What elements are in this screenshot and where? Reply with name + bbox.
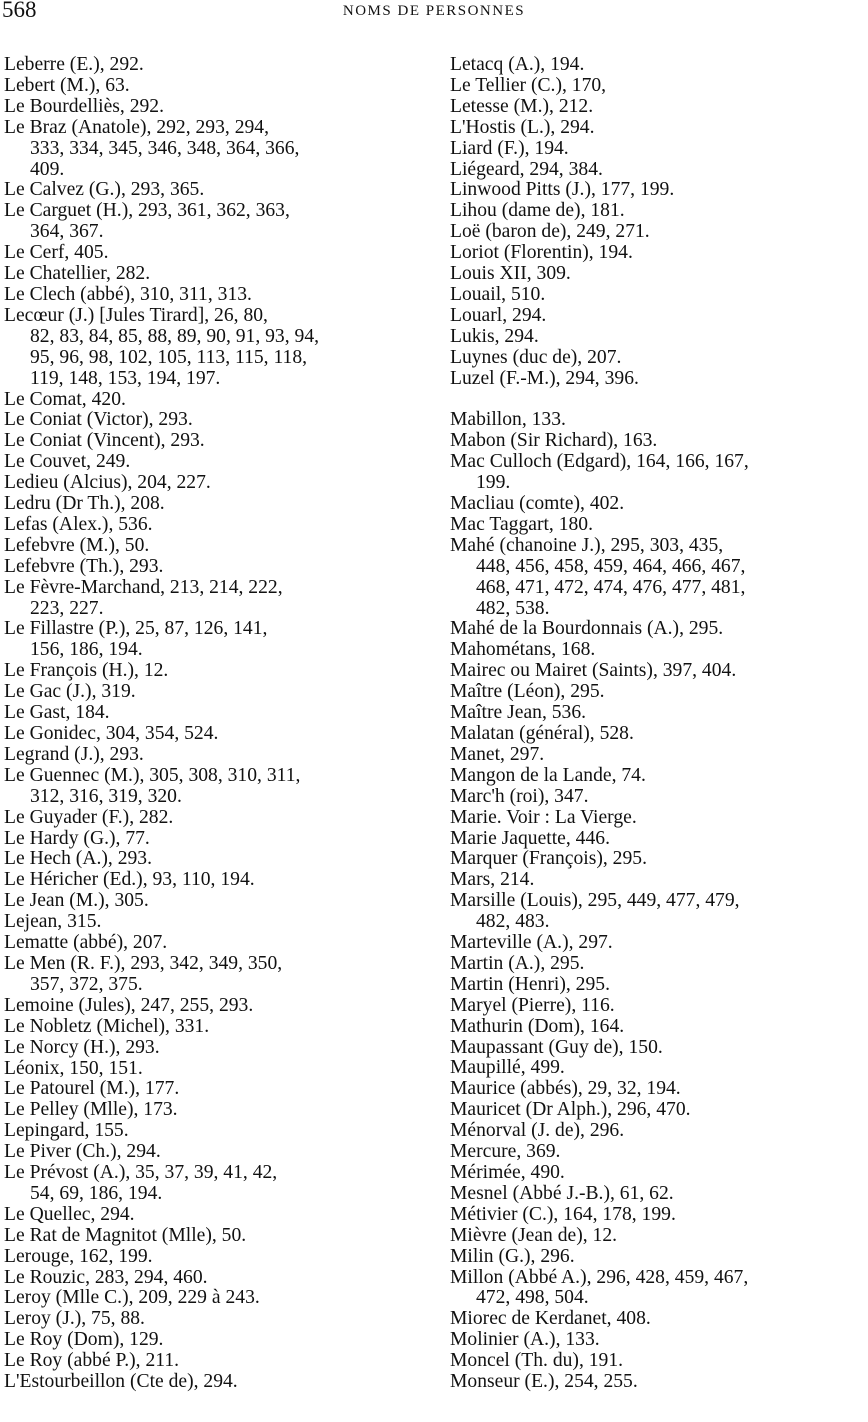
index-entry: Mathurin (Dom), 164. [450, 1015, 625, 1037]
index-entry: Lepingard, 155. [4, 1120, 129, 1142]
index-group-l [450, 55, 864, 390]
index-entry: Molinier (A.), 133. [450, 1329, 600, 1351]
index-entry: Le François (H.), 12. [4, 660, 169, 682]
index-entry: Maurice (abbés), 29, 32, 194. [450, 1078, 681, 1100]
index-entry: Ledieu (Alcius), 204, 227. [4, 472, 211, 494]
index-entry: Monseur (E.), 254, 255. [450, 1371, 638, 1393]
index-entry: Luzel (F.-M.), 294, 396. [450, 367, 639, 389]
index-entry: Malatan (général), 528. [450, 722, 634, 744]
index-entry: Lefas (Alex.), 536. [4, 513, 153, 535]
index-column-left [4, 55, 422, 1393]
index-entry: Maître Jean, 536. [450, 702, 587, 724]
index-entry: Le Bourdelliès, 292. [4, 95, 164, 117]
index-entry: Mabillon, 133. [450, 409, 566, 431]
index-entry: Le Héricher (Ed.), 93, 110, 194. [4, 869, 255, 891]
index-entry: Macliau (comte), 402. [450, 493, 625, 515]
index-entry: Leroy (J.), 75, 88. [4, 1308, 145, 1330]
index-entry: Louis XII, 309. [450, 263, 571, 285]
index-entry: Moncel (Th. du), 191. [450, 1350, 624, 1372]
index-entry: Marquer (François), 295. [450, 848, 647, 870]
index-entry: Le Comat, 420. [4, 388, 126, 410]
index-entry: Maupillé, 499. [450, 1057, 565, 1079]
index-entry: Luynes (duc de), 207. [450, 346, 622, 368]
index-entry: Legrand (J.), 293. [4, 743, 144, 765]
index-entry: Le Prévost (A.), 35, 37, 39, 41, 42, 54, 69, 186, 194. [4, 1162, 278, 1204]
index-entry: Maupassant (Guy de), 150. [450, 1036, 663, 1058]
index-entry: Lemoine (Jules), 247, 255, 293. [4, 994, 254, 1016]
index-entry: Le Coniat (Vincent), 293. [4, 430, 205, 452]
page-number: 568 [2, 0, 37, 22]
index-entry: Mahé de la Bourdonnais (A.), 295. [450, 618, 724, 640]
index-entry: Lecœur (J.) [Jules Tirard], 26, 80, 82, 83, 84, 85, 88, 89, 90, 91, 93, 94, 95, 96, 98, 102, 105, 113, 115, 118, 119, 148, 153, 194, 197. [4, 304, 320, 389]
group-separator [450, 390, 864, 411]
index-entry: Le Nobletz (Michel), 331. [4, 1015, 210, 1037]
index-entry: Loriot (Florentin), 194. [450, 242, 633, 264]
index-entry: Lukis, 294. [450, 325, 539, 347]
index-entry: Leberre (E.), 292. [4, 54, 144, 75]
index-entry: Le Guennec (M.), 305, 308, 310, 311, 312, 316, 319, 320. [4, 764, 301, 807]
index-entry: Maître (Léon), 295. [450, 681, 605, 703]
index-entry: Le Jean (M.), 305. [4, 890, 149, 912]
index-entry: Lebert (M.), 63. [4, 74, 130, 96]
index-column-right [450, 55, 864, 1393]
index-entry: Louarl, 294. [450, 304, 547, 326]
index-entry: Le Hardy (G.), 77. [4, 827, 150, 849]
index-entry: Le Chatellier, 282. [4, 263, 151, 285]
index-entry: Mercure, 369. [450, 1141, 561, 1163]
index-entry: Le Fillastre (P.), 25, 87, 126, 141, 156, 186, 194. [4, 618, 268, 661]
index-entry: Le Rouzic, 283, 294, 460. [4, 1266, 208, 1288]
index-entry: Mauricet (Dr Alph.), 296, 470. [450, 1099, 691, 1121]
index-entry: Le Patourel (M.), 177. [4, 1078, 180, 1100]
index-entry: Le Cerf, 405. [4, 242, 109, 264]
index-entry: Le Roy (Dom), 129. [4, 1329, 164, 1351]
index-entry: Lefebvre (M.), 50. [4, 534, 150, 556]
index-entry: Loë (baron de), 249, 271. [450, 221, 650, 243]
index-entry: Marc'h (roi), 347. [450, 785, 589, 807]
index-entry: Le Tellier (C.), 170, [450, 74, 607, 96]
index-entry: Mac Taggart, 180. [450, 513, 594, 535]
index-entry: Manet, 297. [450, 743, 545, 765]
index-entry: Liégeard, 294, 384. [450, 158, 603, 180]
index-entry: Marteville (A.), 297. [450, 932, 613, 954]
index-entry: L'Hostis (L.), 294. [450, 116, 595, 138]
index-entry: Le Hech (A.), 293. [4, 848, 152, 870]
index-entry: Marsille (Louis), 295, 449, 477, 479, 482, 483. [450, 890, 740, 933]
index-entry: Mesnel (Abbé J.-B.), 61, 62. [450, 1182, 674, 1204]
index-entry: Mabon (Sir Richard), 163. [450, 430, 658, 452]
index-entry: Mérimée, 490. [450, 1162, 565, 1184]
index-entry: Le Braz (Anatole), 292, 293, 294, 333, 334, 345, 346, 348, 364, 366, 409. [4, 116, 300, 180]
index-entry: Mars, 214. [450, 869, 535, 891]
index-entry: Le Gast, 184. [4, 702, 110, 724]
index-entry: Maryel (Pierre), 116. [450, 994, 615, 1016]
index-entry: Milin (G.), 296. [450, 1245, 575, 1267]
index-entry: Liard (F.), 194. [450, 137, 569, 159]
index-entry: Louail, 510. [450, 283, 546, 305]
index-entry: Le Couvet, 249. [4, 451, 131, 473]
index-entry: Miorec de Kerdanet, 408. [450, 1308, 651, 1330]
index-entry: Ménorval (J. de), 296. [450, 1120, 625, 1142]
index-entry: Le Men (R. F.), 293, 342, 349, 350, 357, 372, 375. [4, 952, 283, 995]
index-entry: Mièvre (Jean de), 12. [450, 1224, 618, 1246]
index-entry: Le Gonidec, 304, 354, 524. [4, 723, 219, 744]
index-entry: Le Clech (abbé), 310, 311, 313. [4, 283, 252, 305]
index-entry: Marie. Voir : La Vierge. [450, 806, 637, 828]
index-entry: Le Gac (J.), 319. [4, 681, 136, 703]
index-entry: Le Calvez (G.), 293, 365. [4, 179, 205, 201]
index-entry: Mairec ou Mairet (Saints), 397, 404. [450, 660, 737, 682]
index-entry: Le Carguet (H.), 293, 361, 362, 363, 364, 367. [4, 200, 290, 243]
index-entry: Millon (Abbé A.), 296, 428, 459, 467, 472, 498, 504. [450, 1266, 749, 1309]
page-header [0, 0, 868, 26]
index-entry: Linwood Pitts (J.), 177, 199. [450, 179, 675, 201]
index-entry: Martin (A.), 295. [450, 952, 585, 974]
index-entry: Le Quellec, 294. [4, 1203, 135, 1225]
running-title: NOMS DE PERSONNES [342, 3, 526, 19]
index-group-m [450, 410, 864, 1393]
index-entry: Martin (Henri), 295. [450, 973, 610, 995]
index-entry: Letesse (M.), 212. [450, 95, 594, 117]
index-entry: Le Pelley (Mlle), 173. [4, 1099, 178, 1121]
index-entry: Mahométans, 168. [450, 639, 596, 661]
index-entry: Ledru (Dr Th.), 208. [4, 493, 165, 515]
index-entry: Le Rat de Magnitot (Mlle), 50. [4, 1224, 247, 1246]
index-entry: Mangon de la Lande, 74. [450, 764, 646, 786]
index-entry: Lejean, 315. [4, 911, 102, 933]
index-entry: Leroy (Mlle C.), 209, 229 à 243. [4, 1287, 260, 1309]
index-entry: L'Estourbeillon (Cte de), 294. [4, 1371, 238, 1393]
index-entry: Mac Culloch (Edgard), 164, 166, 167, 199. [450, 451, 749, 494]
index-entry: Le Roy (abbé P.), 211. [4, 1350, 180, 1372]
index-entry: Lefebvre (Th.), 293. [4, 555, 164, 577]
index-entry: Lematte (abbé), 207. [4, 932, 168, 954]
index-entry: Le Coniat (Victor), 293. [4, 409, 193, 431]
index-entry: Le Piver (Ch.), 294. [4, 1141, 161, 1163]
index-entry: Marie Jaquette, 446. [450, 827, 610, 849]
index-entry: Le Fèvre-Marchand, 213, 214, 222, 223, 227. [4, 576, 283, 619]
index-entry: Mahé (chanoine J.), 295, 303, 435, 448, 456, 458, 459, 464, 466, 467, 468, 471, 472, 474, 476, 477, 481, 482, 538. [450, 534, 746, 619]
index-entry: Métivier (C.), 164, 178, 199. [450, 1203, 676, 1225]
index-entry: Le Guyader (F.), 282. [4, 806, 174, 828]
index-entry: Léonix, 150, 151. [4, 1057, 143, 1079]
index-entry: Lihou (dame de), 181. [450, 200, 625, 222]
index-entry: Le Norcy (H.), 293. [4, 1036, 160, 1058]
index-entry: Letacq (A.), 194. [450, 54, 585, 75]
index-entry: Lerouge, 162, 199. [4, 1245, 153, 1267]
